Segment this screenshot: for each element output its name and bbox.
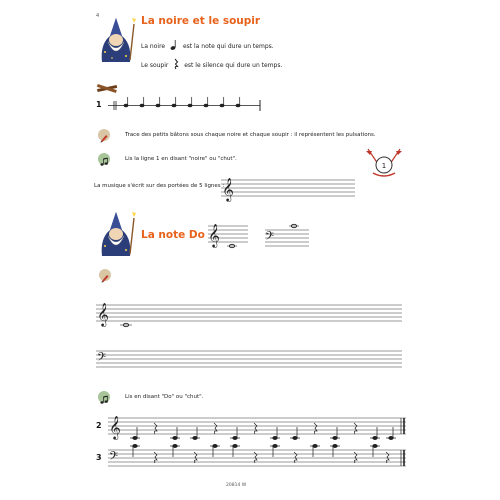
soupir-description: est le silence qui dure un temps.	[184, 62, 283, 69]
writing-staff-treble[interactable]	[96, 302, 404, 326]
wizard-icon	[96, 14, 138, 64]
exercise-line-2-number: 2	[96, 421, 102, 430]
exercise-line-1-number: 1	[96, 100, 102, 109]
rhythm-line-1	[108, 96, 264, 112]
treble-clef-icon: 𝄞	[222, 177, 234, 201]
instruction-trace: Trace des petits bâtons sous chaque noire et chaque soupir : il représentent les pulsations.	[125, 132, 376, 138]
music-note-icon-2	[98, 391, 110, 403]
writing-staff-bass[interactable]	[96, 348, 404, 372]
page-number: 4	[96, 13, 100, 19]
page-footer-code: 20814 W	[226, 483, 247, 488]
treble-staff-do	[208, 223, 250, 247]
music-note-icon	[98, 153, 110, 165]
exercise-line-2-staff	[108, 414, 408, 440]
noire-label: La noire	[141, 43, 166, 50]
quarter-rest-icon	[173, 59, 179, 69]
svg-text:𝄢: 𝄢	[265, 230, 275, 246]
noire-definition	[141, 40, 274, 50]
quarter-note-icon	[170, 40, 178, 50]
svg-text:𝄞: 𝄞	[109, 415, 121, 439]
svg-text:𝄞: 𝄞	[97, 302, 109, 326]
svg-text:𝄢: 𝄢	[109, 450, 119, 466]
line-2-notes	[130, 423, 396, 440]
noire-description: est la note qui dure un temps.	[182, 43, 274, 50]
instruction-read-line-1: Lis la ligne 1 en disant "noire" ou "chut".	[125, 156, 237, 162]
svg-text:𝄢: 𝄢	[97, 351, 107, 367]
wizard-icon-2	[96, 208, 138, 258]
soupir-definition	[141, 59, 282, 69]
instruction-read-do: Lis en disant "Do" ou "chut".	[125, 394, 204, 400]
svg-text:1: 1	[381, 162, 387, 170]
bass-staff-do	[265, 223, 311, 247]
exercise-line-3-staff	[108, 446, 408, 472]
exercise-line-3-number: 3	[96, 453, 102, 462]
empty-staff-treble	[221, 177, 357, 199]
svg-text:𝄞: 𝄞	[208, 223, 220, 247]
soupir-label: Le soupir	[141, 62, 169, 69]
instrument-badge-icon	[364, 147, 404, 181]
pencil-icon-2	[99, 269, 111, 281]
section-title-note-do: La note Do	[141, 229, 205, 241]
staff-explanation: La musique s'écrit sur des portées de 5 lignes :	[94, 183, 225, 189]
pencil-icon	[98, 129, 110, 141]
section-title-noire-soupir: La noire et le soupir	[141, 15, 261, 27]
rhythm-sticks-icon	[96, 82, 118, 96]
